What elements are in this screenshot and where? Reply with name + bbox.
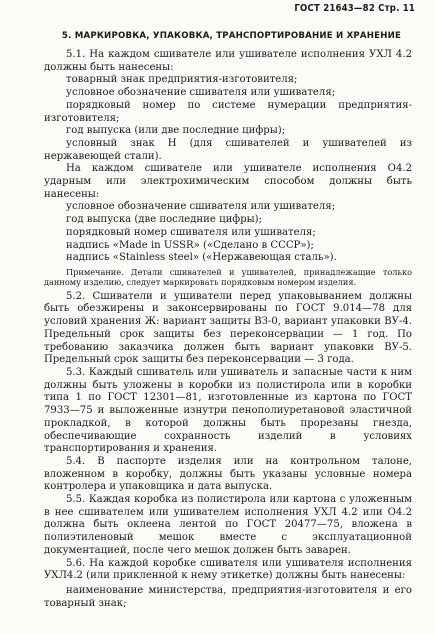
note: Примечание. Детали сшивателей и ушивателей, принадлежащие только данному изделию, следует маркировать порядковым номером изделия. [44, 266, 412, 288]
paragraph: условное обозначение сшивателя или ушивателя; [66, 201, 336, 213]
paragraph: условный знак Н (для сшивателей и ушивателей из нержавеющей стали). [44, 137, 412, 162]
paragraph: надпись «Made in USSR» («Сделано в СССР»); [66, 239, 314, 251]
paragraph: порядковый номер по системе нумерации предприятия-изготовителя; [44, 99, 412, 124]
paragraph: год выпуска (или две последние цифры); [66, 125, 286, 137]
paragraph: 5.2. Сшиватели и ушиватели перед упаковыванием должны быть обезжирены и законсервированы по ГОСТ 9.014—78 для условий хранения Ж: вариант защиты ВЗ-0, вариант упаковки ВУ-4. Предельный срок защиты без переконсервации — 1 год. По требованию заказчика должен быть вариант упаковки ВУ-5. Предельный срок защиты без переконсервации — 3 года. [44, 290, 412, 366]
paragraph: 5.1. На каждом сшивателе или ушивателе исполнения УХЛ 4.2 должны быть нанесены: [44, 49, 412, 73]
paragraph: 5.6. На каждой коробке сшивателя или ушивателя исполнения УХЛ4.2 (или прикленной к нему этикетке) должны быть нанесены: [44, 557, 412, 582]
paragraph: 5.4. В паспорте изделия или на контрольном талоне, вложенном в коробку, должны быть указаны условные номера контролера и упаковщика и дата выпуска. [44, 455, 412, 493]
paragraph: На каждом сшивателе или ушивателе исполнения О4.2 ударным или электрохимическим способом должны быть нанесены: [44, 163, 412, 200]
paragraph: 5.5. Каждая коробка из полистирола или картона с уложенным в нее сшивателем или ушивателем исполнения УХЛ 4.2 или О4.2 должна быть оклеена лентой по ГОСТ 20477—75, вложена в полиэтиленовый мешок вместе с эксплуатационной документацией, после чего мешок должен быть заварен. [44, 494, 412, 556]
paragraph: надпись «Stainless steel» («Нержавеющая сталь»). [66, 252, 337, 264]
section-title: 5. МАРКИРОВКА, УПАКОВКА, ТРАНСПОРТИРОВАНИЕ И ХРАНЕНИЕ [61, 31, 402, 41]
document-body [44, 49, 412, 610]
paragraph: год выпуска (две последние цифры); [66, 214, 263, 226]
page-header: ГОСТ 21643—82 Стр. 11 [294, 3, 415, 14]
paragraph: условное обозначение сшивателя или ушивателя; [66, 87, 336, 99]
paragraph: порядковый номер сшивателя или ушивателя; [66, 226, 316, 238]
paragraph: 5.3. Каждый сшиватель или ушиватель и запасные части к ним должны быть уложены в коробки из полистирола или в коробки типа 1 по ГОСТ 12301—81, изготовленные из картона по ГОСТ 7933—75 и выложенные изнутри пенополиуретановой эластичной прокладкой, в которой должны быть прорезаны гнезда, обеспечивающие сохранность изделий в условиях транспортирования и хранения. [44, 366, 412, 455]
paragraph: товарный знак предприятия-изготовителя; [66, 74, 298, 86]
paragraph: наименование министерства, предприятия-изготовителя и его товарный знак; [44, 584, 412, 609]
